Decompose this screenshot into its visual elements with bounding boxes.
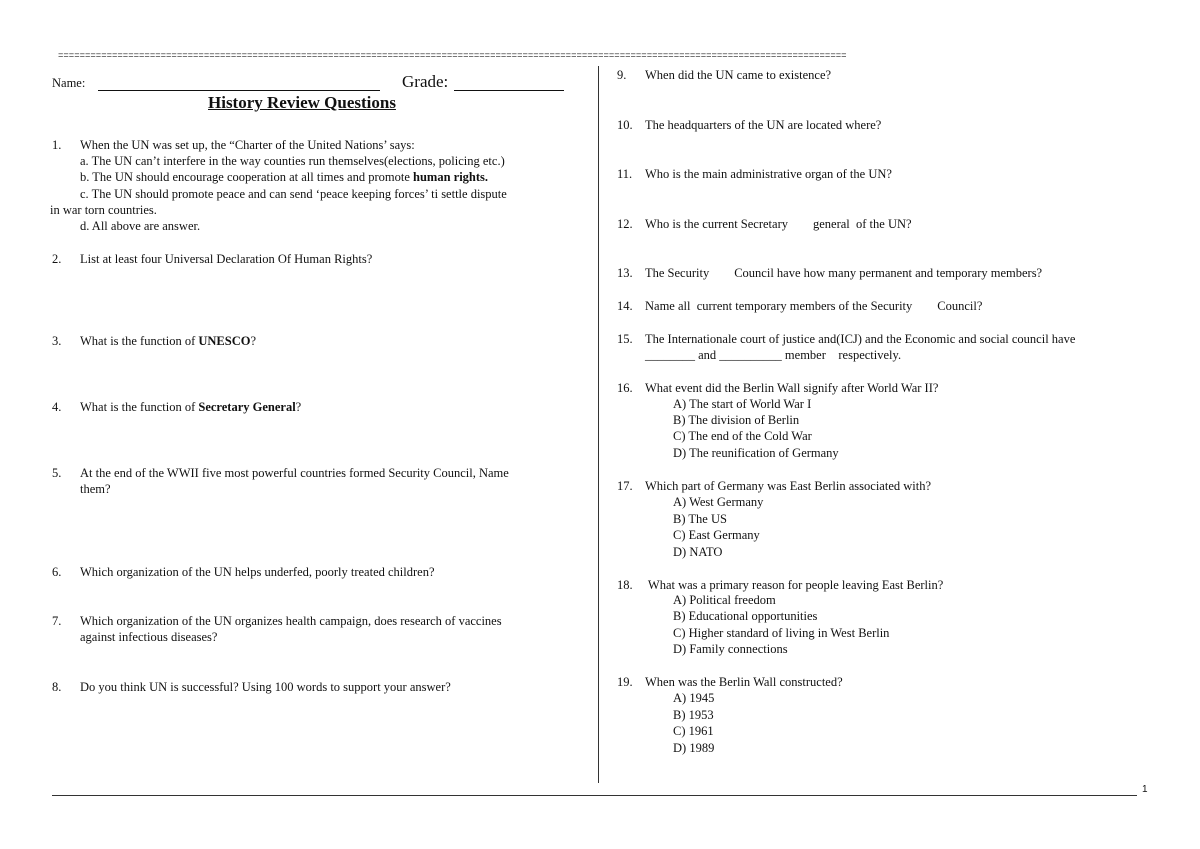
option-c-continued: in war torn countries. <box>50 203 157 217</box>
option-c: C) The end of the Cold War <box>673 429 812 443</box>
question-text: The Security Council have how many permanent and temporary members? <box>645 266 1043 280</box>
question-text: When did the UN came to existence? <box>645 68 832 82</box>
question-7-continued: against infectious diseases? <box>80 630 218 644</box>
grade-label: Grade: <box>402 72 449 91</box>
option-d: D) Family connections <box>673 642 788 656</box>
question-text: List at least four Universal Declaration Of Human Rights? <box>80 252 373 266</box>
grade-blank <box>454 90 564 91</box>
name-blank <box>98 90 380 91</box>
option-a: A) West Germany <box>673 495 764 509</box>
question-text: What was a primary reason for people leaving East Berlin? <box>645 578 944 592</box>
question-5-continued: them? <box>80 482 111 496</box>
option-b: B) The division of Berlin <box>673 413 800 427</box>
question-text: What is the function of UNESCO? <box>80 334 257 348</box>
option-b: B) The US <box>673 512 727 526</box>
question-text: Which organization of the UN helps underfed, poorly treated children? <box>80 565 435 579</box>
option-a: A) Political freedom <box>673 593 776 607</box>
question-text: Who is the main administrative organ of the UN? <box>645 167 892 181</box>
question-text: Name all current temporary members of the Security Council? <box>645 299 983 313</box>
option-c: C) 1961 <box>673 724 714 738</box>
question-text: The headquarters of the UN are located where? <box>645 118 882 132</box>
question-text: When was the Berlin Wall constructed? <box>645 675 843 689</box>
question-15-continued: ________ and __________ member respectively. <box>645 348 902 362</box>
header-rule: ================================================================================================================================================== <box>58 52 847 61</box>
option-d: D) 1989 <box>673 741 715 755</box>
option-c: c. The UN should promote peace and can send ‘peace keeping forces’ ti settle dispute <box>80 187 507 201</box>
option-b: B) Educational opportunities <box>673 609 818 623</box>
question-text: Who is the current Secretary general of the UN? <box>645 217 912 231</box>
question-text: What is the function of Secretary General? <box>80 400 302 414</box>
option-a: a. The UN can’t interfere in the way counties run themselves(elections, policing etc.) <box>80 154 505 168</box>
option-b: B) 1953 <box>673 708 714 722</box>
name-grade-row <box>52 72 572 94</box>
question-number: 1. <box>52 138 62 152</box>
question-text: Which organization of the UN organizes health campaign, does research of vaccines <box>80 614 502 628</box>
option-c: C) East Germany <box>673 528 760 542</box>
column-divider <box>598 66 599 783</box>
option-d: d. All above are answer. <box>80 219 201 233</box>
page-number: 1 <box>1142 784 1148 795</box>
option-c: C) Higher standard of living in West Berlin <box>673 626 890 640</box>
option-d: D) The reunification of Germany <box>673 446 839 460</box>
option-a: A) The start of World War I <box>673 397 812 411</box>
question-text: Which part of Germany was East Berlin associated with? <box>645 479 932 493</box>
question-text: At the end of the WWII five most powerful countries formed Security Council, Name <box>80 466 509 480</box>
question-text: When the UN was set up, the “Charter of the United Nations’ says: <box>80 138 415 152</box>
page-title: History Review Questions <box>208 93 396 112</box>
option-b: b. The UN should encourage cooperation at all times and promote human rights. <box>80 170 489 184</box>
question-text: Do you think UN is successful? Using 100 words to support your answer? <box>80 680 451 694</box>
footer-rule <box>52 795 1137 796</box>
question-text: What event did the Berlin Wall signify after World War II? <box>645 381 939 395</box>
option-d: D) NATO <box>673 545 723 559</box>
option-a: A) 1945 <box>673 691 715 705</box>
question-text: The Internationale court of justice and(ICJ) and the Economic and social council have <box>645 332 1076 346</box>
name-label: Name: <box>52 76 86 90</box>
